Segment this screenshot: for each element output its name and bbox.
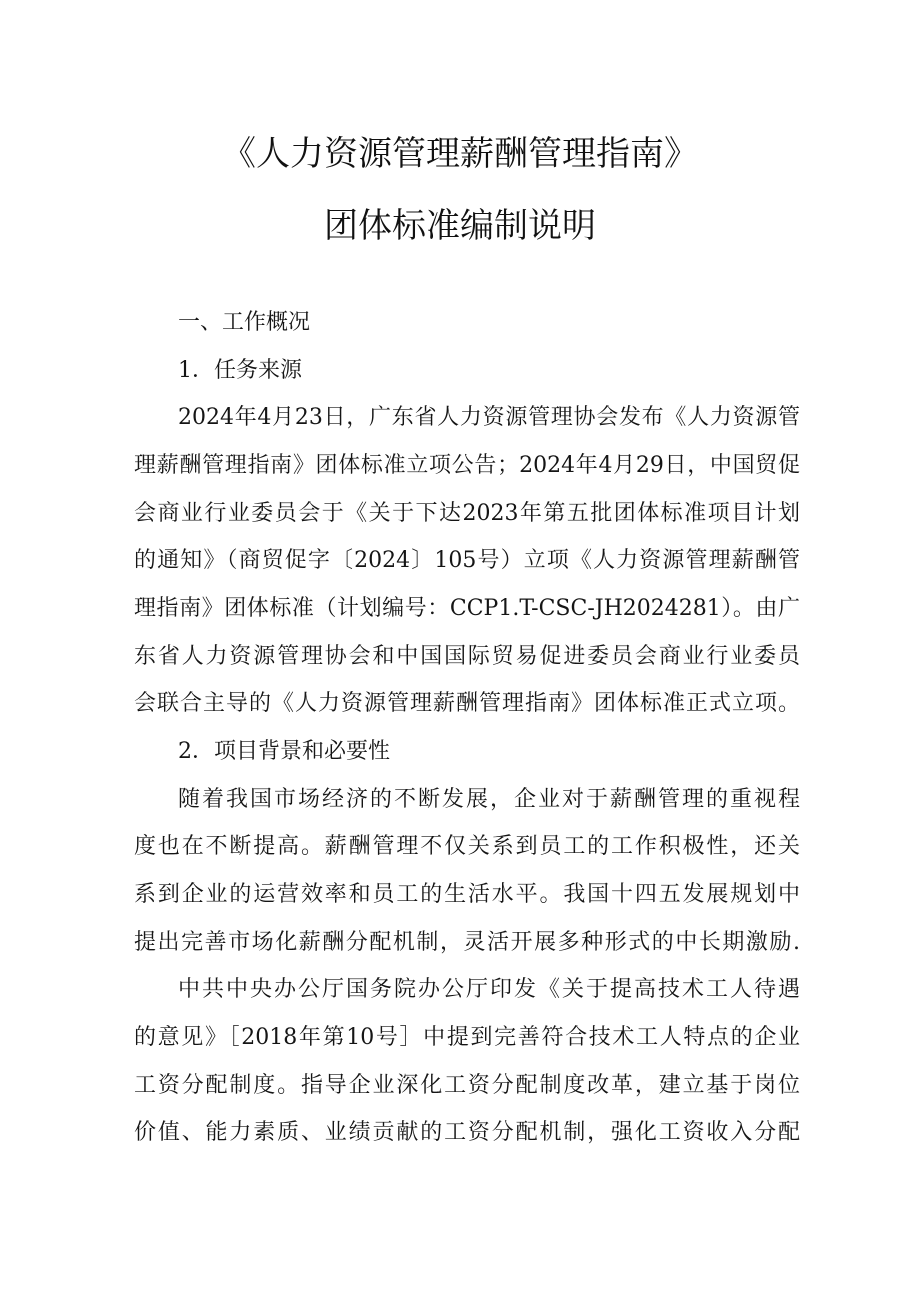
paragraph-line: 价值、能力素质、业绩贡献的工资分配机制，强化工资收入分配: [134, 1120, 800, 1145]
paragraph-line: 度也在不断提高。薪酬管理不仅关系到员工的工作积极性，还关: [134, 834, 800, 859]
paragraph-line: 系到企业的运营效率和员工的生活水平。我国十四五发展规划中: [134, 882, 800, 907]
subsection-heading-task-source: 1．任务来源: [178, 358, 302, 383]
paragraph-line: 会商业行业委员会于《关于下达2023年第五批团体标准项目计划: [134, 501, 800, 526]
paragraph-line: 会联合主导的《人力资源管理薪酬管理指南》团体标准正式立项。: [134, 691, 800, 716]
paragraph-line: 东省人力资源管理协会和中国国际贸易促进委员会商业行业委员: [134, 644, 800, 669]
paragraph-line: 提出完善市场化薪酬分配机制，灵活开展多种形式的中长期激励.: [134, 930, 800, 955]
section-heading-work-overview: 一、工作概况: [178, 310, 311, 335]
paragraph-line: 2024年4月23日，广东省人力资源管理协会发布《人力资源管: [178, 405, 800, 430]
document-title: 《人力资源管理薪酬管理指南》: [222, 134, 698, 174]
document-subtitle: 团体标准编制说明: [324, 206, 596, 246]
paragraph-line: 的意见》［2018年第10号］中提到完善符合技术工人特点的企业: [134, 1025, 800, 1050]
paragraph-line: 中共中央办公厅国务院办公厅印发《关于提高技术工人待遇: [178, 977, 800, 1002]
paragraph-line: 随着我国市场经济的不断发展，企业对于薪酬管理的重视程: [178, 787, 800, 812]
paragraph-line: 工资分配制度。指导企业深化工资分配制度改革，建立基于岗位: [134, 1073, 800, 1098]
paragraph-line: 的通知》（商贸促字〔2024〕105号）立项《人力资源管理薪酬管: [134, 548, 800, 573]
subsection-heading-background: 2．项目背景和必要性: [178, 739, 390, 764]
paragraph-line: 理薪酬管理指南》团体标准立项公告；2024年4月29日，中国贸促: [134, 453, 800, 478]
paragraph-line: 理指南》团体标准（计划编号：CCP1.T-CSC-JH2024281）。由广: [134, 596, 800, 621]
